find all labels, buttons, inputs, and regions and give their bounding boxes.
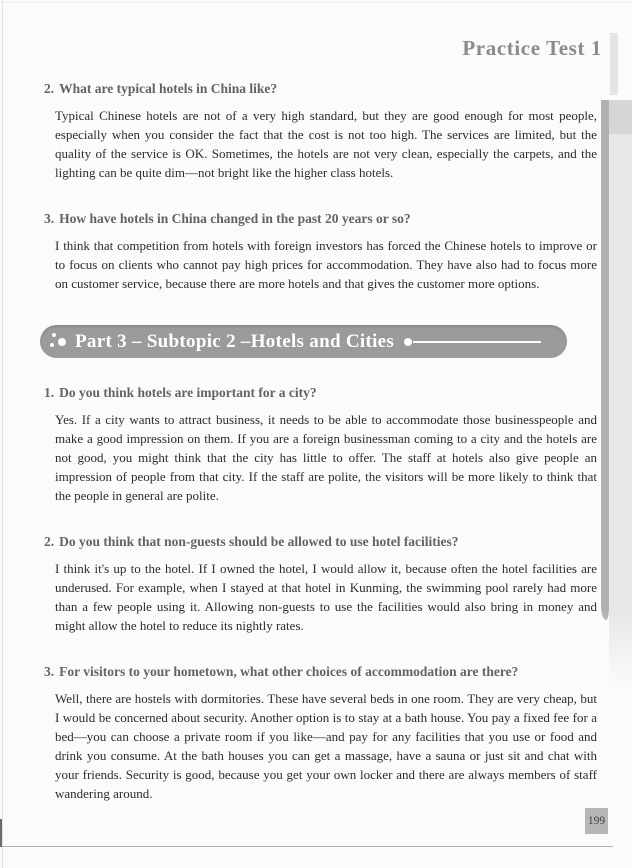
question-text: For visitors to your hometown, what other choices of accommodation are there? (59, 664, 519, 679)
qa-block-part2-q2 (44, 80, 597, 182)
page-content (44, 80, 597, 803)
question-number: 3. (44, 211, 55, 226)
scan-page-edge-strip (610, 33, 618, 95)
scan-edge-left (2, 0, 3, 868)
scan-edge-tick (0, 819, 2, 847)
answer-paragraph: I think that competition from hotels with foreign investors has forced the Chinese hotels to improve or to focus on clients who cannot pay high prices for accommodation. They have also had to focus more on customer service, because there are more hotels and that gives the customer more options. (55, 238, 597, 291)
qa-block-part3-q1 (44, 384, 597, 505)
bullet-dot-icon (404, 338, 412, 346)
question-heading (44, 210, 597, 228)
question-number: 2. (44, 81, 55, 96)
answer-paragraph: Well, there are hostels with dormitories. These have several beds in one room. They are very cheap, but I would be concerned about security. Another option is to stay at a bath house. You pay a fixed fee for a bed—you can choose a private room if you like—and pay for any facilities that you use or food and drink you consume. At the bath houses you can get a massage, have a sauna or just sit and chat with your friends. Security is good, because you get your own locker and there are always members of staff wandering around. (55, 691, 597, 801)
banner-rule-line (413, 341, 541, 343)
qa-block-part3-q2 (44, 533, 597, 635)
footer-rule-line (0, 846, 613, 847)
answer-paragraph: Typical Chinese hotels are not of a very high standard, but they are good enough for most people, especially when you consider the fact that the cost is not too high. The services are limited, but the quality of the service is OK. Sometimes, the hotels are not very clean, especially the carpets, and the lighting can be quite dim—not bright like the higher class hotels. (55, 108, 597, 180)
scan-edge-top (0, 2, 632, 3)
qa-block-part3-q3 (44, 663, 597, 803)
question-text: How have hotels in China changed in the past 20 years or so? (59, 211, 411, 226)
question-heading (44, 533, 597, 551)
section-banner (40, 325, 567, 358)
answer-paragraph: Yes. If a city wants to attract business, it needs to be able to accommodate those businesspeople and make a good impression on them. If you are a foreign businessman coming to a city and the hotels are not good, you might think that the city has little to offer. The staff at hotels also give people an impression of people from that city. If the staff are polite, the visitors will be more likely to think that the people in general are polite. (55, 412, 597, 503)
question-heading (44, 663, 597, 681)
answer-paragraph: I think it's up to the hotel. If I owned the hotel, I would allow it, because often the hotel facilities are underused. For example, when I stayed at that hotel in Kunming, the swimming pool rarely had more than a few people using it. Allowing non-guests to use the facilities would also bring in money and might allow the hotel to reduce its nightly rates. (55, 561, 597, 633)
page-number-badge (585, 808, 608, 834)
scan-page-edge-band (601, 100, 632, 700)
question-text: Do you think hotels are important for a city? (59, 385, 317, 400)
question-number: 3. (44, 664, 55, 679)
question-number: 1. (44, 385, 55, 400)
section-banner-title: Part 3 – Subtopic 2 –Hotels and Cities (75, 330, 395, 352)
question-number: 2. (44, 534, 55, 549)
three-dots-icon (50, 333, 67, 350)
question-heading (44, 384, 597, 402)
question-text: Do you think that non-guests should be allowed to use hotel facilities? (59, 534, 459, 549)
page-number: 199 (587, 815, 606, 827)
question-text: What are typical hotels in China like? (59, 81, 278, 96)
qa-block-part2-q3 (44, 210, 597, 293)
page-header-title: Practice Test 1 (462, 36, 602, 60)
question-heading (44, 80, 597, 98)
